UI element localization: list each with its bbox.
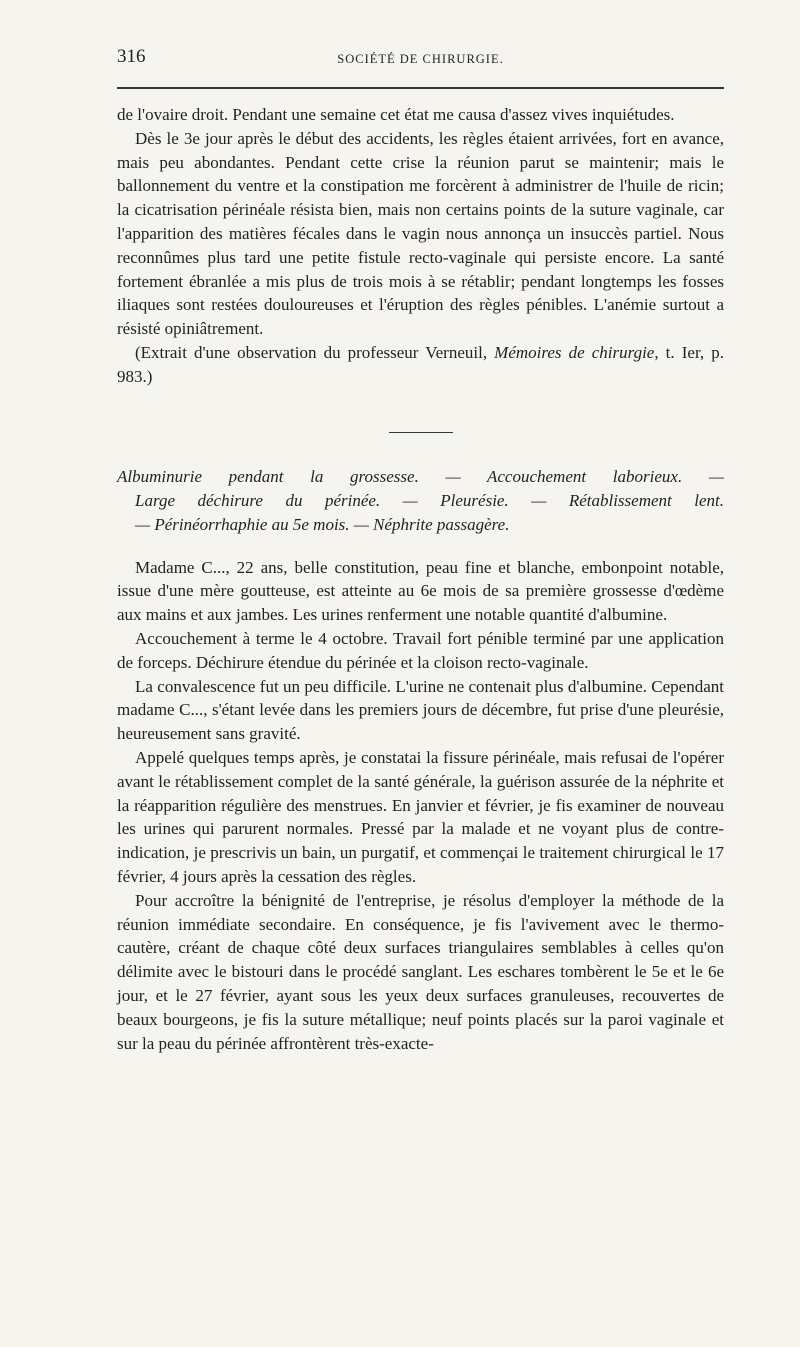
paragraph: Pour accroître la bénignité de l'entreprise, je résolus d'employer la méthode de la réunion immédiate secondaire. En conséquence, je fis l'avivement avec le thermo-cautère, créant de chaque côté deux surfaces triangulaires semblables à celles qu'on délimite avec le bistouri dans le procédé sanglant. Les eschares tombèrent le 5e et le 6e jour, et le 27 février, ayant sous les yeux deux surfaces granuleuses, recouvertes de beaux bourgeons, je fis la suture métallique; neuf points placés sur la paroi vaginale et sur la peau du périnée affrontèrent très-exacte- (117, 890, 724, 1053)
running-title: SOCIÉTÉ DE CHIRURGIE. (337, 52, 504, 66)
paragraph: de l'ovaire droit. Pendant une semaine cet état me causa d'assez vives inquiétudes. (117, 105, 675, 124)
citation-work-title: Mémoires de chirurgie (494, 342, 655, 362)
case-title-line: Albuminurie pendant la grossesse. — Accouchement laborieux. — (117, 466, 724, 486)
case-title (117, 465, 724, 537)
citation-suffix: , t. Ier, p. 983.) (117, 342, 724, 386)
page-body (117, 103, 724, 1055)
case-title-line: — Périnéorrhaphie au 5e mois. — Néphrite passagère. (135, 514, 510, 534)
paragraph: La convalescence fut un peu difficile. L'urine ne contenait plus d'albumine. Cependant madame C..., s'étant levée dans les premiers jours de décembre, fut prise d'une pleurésie, heureusement sans gravité. (117, 676, 724, 744)
page-header (117, 46, 724, 74)
paragraph: Dès le 3e jour après le début des accidents, les règles étaient arrivées, fort en avance, mais peu abondantes. Pendant cette crise la réunion parut se maintenir; mais le ballonnement du ventre et la constipation me forcèrent à administrer de l'huile de ricin; la cicatrisation périnéale résista bien, mais non certains points de la suture vaginale, car l'apparition des matières fécales dans le vagin nous annonça un insuccès partiel. Nous reconnûmes plus tard une petite fistule recto-vaginale qui persiste encore. La santé fortement ébranlée a mis plus de trois mois à se rétablir; pendant longtemps les fosses iliaques sont restées douloureuses et l'éruption des règles pénibles. L'anémie surtout a résisté opiniâtrement. (117, 128, 724, 339)
header-rule (117, 87, 724, 89)
citation (117, 341, 724, 389)
page-number: 316 (117, 46, 146, 67)
paragraph: Appelé quelques temps après, je constatai la fissure périnéale, mais refusai de l'opérer avant le rétablissement complet de la santé générale, la guérison assurée de la néphrite et la réapparition régulière des menstrues. En janvier et février, je fis examiner de nouveau les urines qui parurent normales. Pressé par la malade et ne voyant plus de contre-indication, je prescrivis un bain, un purgatif, et commençai le traitement chirurgical le 17 février, 4 jours après la cessation des règles. (117, 747, 724, 886)
paragraph: Madame C..., 22 ans, belle constitution, peau fine et blanche, embonpoint notable, issue d'une mère goutteuse, est atteinte au 6e mois de sa première grossesse d'œdème aux mains et aux jambes. Les urines renferment une notable quantité d'albumine. (117, 557, 724, 625)
case-title-line: Large déchirure du périnée. — Pleurésie. — Rétablissement lent. (135, 490, 724, 510)
section-separator (389, 432, 453, 433)
paragraph: Accouchement à terme le 4 octobre. Travail fort pénible terminé par une application de forceps. Déchirure étendue du périnée et la cloison recto-vaginale. (117, 628, 724, 672)
citation-prefix: (Extrait d'une observation du professeur Verneuil, (135, 342, 495, 362)
